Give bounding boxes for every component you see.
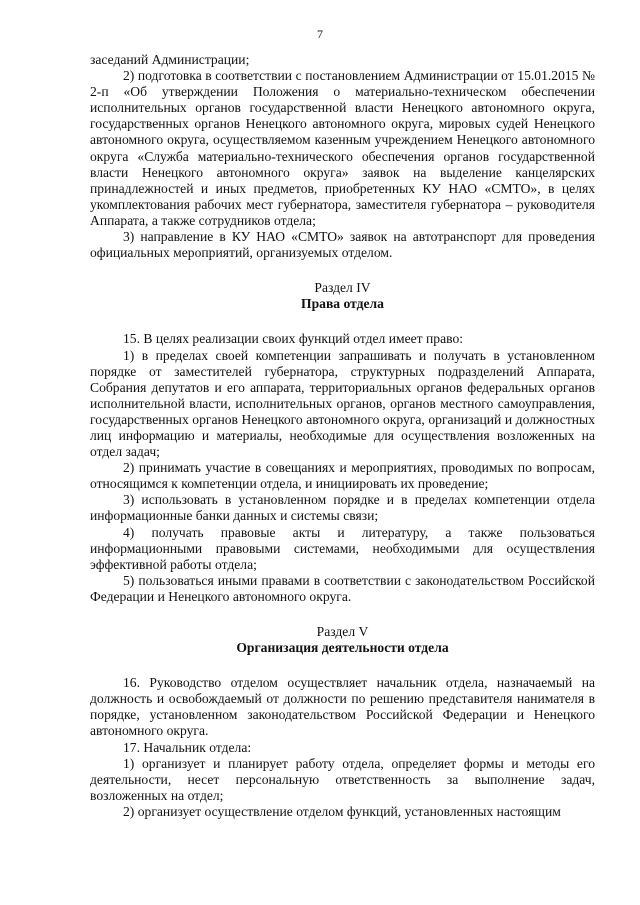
section-label: Раздел IV <box>314 280 371 296</box>
page-number: 7 <box>317 27 323 41</box>
paragraph: 15. В целях реализации своих функций отдел имеет право: <box>123 331 464 347</box>
section-label: Раздел V <box>316 624 369 639</box>
paragraph: 17. Начальник отдела: <box>123 739 252 755</box>
paragraph: 3) использовать в установленном порядке и в пределах компетенции отдела информационные банки данных и системы связи; <box>90 492 595 524</box>
paragraph: 2) подготовка в соответствии с постановлением Администрации от 15.01.2015 № 2-п «Об утверждении Положения о материально-техническом обеспечении исполнительных органов государственной власти Ненецкого автономного округа, государственных органов Ненецкого автономного округа, мировых судей Ненецкого автономного округа, осуществляемом казенным учреждением Ненецкого автономного округа «Служба материально-технического обеспечения органов государственной власти Ненецкого автономного округа» заявок на выделение канцелярских принадлежностей и иных предметов, приобретенных КУ НАО «СМТО», в целях укомплектования рабочих мест губернатора, заместителя губернатора – руководителя Аппарата, а также сотрудников отдела; <box>90 68 595 228</box>
paragraph: 2) организует осуществление отделом функций, установленных настоящим <box>123 803 561 819</box>
paragraph: заседаний Администрации; <box>90 52 250 67</box>
paragraph: 1) организует и планирует работу отдела, определяет формы и методы его деятельности, несет персональную ответственность за выполнение задач, возложенных на отдел; <box>90 755 595 803</box>
section-title: Организация деятельности отдела <box>236 640 449 656</box>
paragraph: 1) в пределах своей компетенции запрашивать и получать в установленном порядке от заместителей губернатора, структурных подразделений Аппарата, Собрания депутатов и его аппарата, территориальных органов федеральных органов исполнительной власти, исполнительных органов, органов местного самоуправления, государственных органов Ненецкого автономного округа, организаций и должностных лиц информацию и материалы, необходимые для осуществления возложенных на отдел задач; <box>90 347 595 460</box>
paragraph: 4) получать правовые акты и литературу, а также пользоваться информационными правовыми системами, необходимыми для осуществления эффективной работы отдела; <box>90 524 595 572</box>
paragraph: 2) принимать участие в совещаниях и мероприятиях, проводимых по вопросам, относящимся к компетенции отдела, и инициировать их проведение; <box>90 460 595 492</box>
paragraph: 3) направление в КУ НАО «СМТО» заявок на автотранспорт для проведения официальных мероприятий, организуемых отделом. <box>90 229 595 261</box>
paragraph: 5) пользоваться иными правами в соответствии с законодательством Российской Федерации и Ненецкого автономного округа. <box>90 572 595 604</box>
section-5 <box>90 624 595 820</box>
paragraph: 16. Руководство отделом осуществляет начальник отдела, назначаемый на должность и освобождаемый от должности по решению представителя нанимателя в порядке, установленном законодательством Российской Федерации и Ненецкого автономного округа. <box>90 675 595 739</box>
document-body <box>90 52 595 820</box>
section-3-tail <box>90 52 595 261</box>
section-title: Права отдела <box>301 296 384 312</box>
section-4 <box>90 280 595 605</box>
